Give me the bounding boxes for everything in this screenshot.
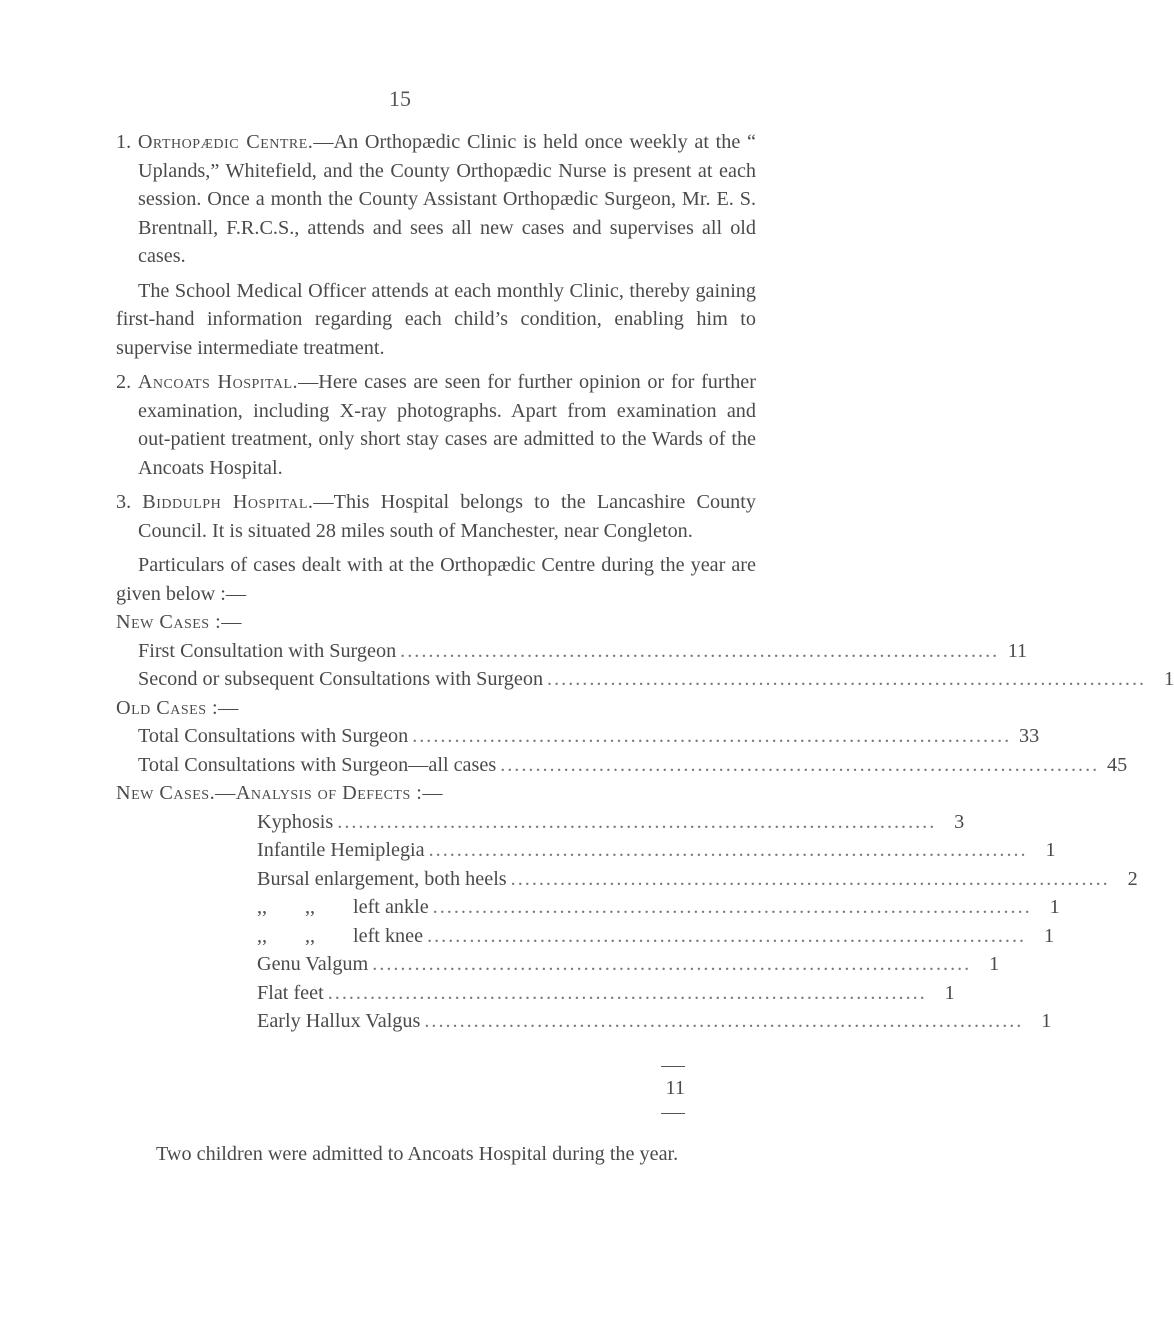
row-value: 33: [1018, 725, 1040, 747]
row-value: 3: [954, 810, 965, 833]
leader-dots: .....................................................................................: [547, 668, 1147, 690]
row-label: Flat feet: [257, 981, 324, 1004]
leader-dots: .....................................................................................: [337, 810, 937, 833]
total-rule-bottom: [257, 1103, 685, 1114]
row-label: Early Hallux Valgus: [257, 1010, 421, 1032]
leader-dots: .....................................................................................: [428, 839, 1028, 861]
leader-dots: .....................................................................................: [432, 896, 1032, 918]
rule-line: [661, 1066, 685, 1067]
table-row: [116, 751, 1128, 780]
table-row: [116, 722, 1040, 751]
row-label: First Consultation with Surgeon: [138, 639, 397, 662]
table-row: [257, 950, 1000, 979]
footnote: Two children were admitted to Ancoats Hospital during the year.: [156, 1142, 679, 1165]
section-heading: Orthopædic Centre.: [137, 131, 314, 153]
item-number: 3.: [116, 491, 132, 513]
row-label: Total Consultations with Surgeon: [138, 725, 409, 747]
table-row: [257, 893, 1060, 922]
row-label: [257, 893, 429, 922]
leader-dots: .....................................................................................: [327, 981, 927, 1004]
rule-line: [661, 1113, 685, 1114]
row-label: [257, 922, 423, 951]
item-number: 2.: [116, 371, 132, 393]
row-value: 1: [1041, 1010, 1052, 1032]
ditto-mark: ,,: [305, 896, 316, 918]
row-value: 45: [1107, 753, 1128, 776]
page-content: [116, 128, 1174, 1168]
ditto-mark: ,,: [305, 924, 316, 947]
table-row: [257, 808, 965, 837]
row-value: 1: [1043, 924, 1055, 947]
paragraph-particulars: Particulars of cases dealt with at the Orthopædic Centre during the year are given below :—: [116, 554, 756, 605]
paragraph-text: —Here cases are seen for further opinion or for further examination, including X-ray photographs. Apart from examination and out-patient treatment, only short stay cases are admitted to the Wards of the Ancoats Hospital.: [138, 371, 756, 479]
paragraph-biddulph-hospital: [116, 488, 756, 545]
paragraph-text: —This Hospital belongs to the Lancashire County Council. It is situated 28 miles south of Manchester, near Congleton.: [138, 491, 756, 542]
paragraph-orthopaedic-centre: [116, 128, 756, 271]
row-label: Bursal enlargement, both heels: [257, 867, 507, 890]
paragraph-school-medical-officer: The School Medical Officer attends at each monthly Clinic, thereby gaining first-hand information regarding each child’s condition, enabling him to supervise intermediate treatment.: [116, 279, 756, 359]
row-value: 11: [1007, 639, 1028, 662]
paragraph-text: —An Orthopædic Clinic is held once weekly at the “ Uplands,” Whitefield, and the County Orthopædic Nurse is present at each session. Once a month the County Assistant Orthopædic Surgeon, Mr. E. S. Brentnall, F.R.C.S., attends and sees all new cases and supervises all old cases.: [138, 131, 757, 267]
row-value: 1: [989, 953, 1000, 975]
table-row: [257, 1007, 1052, 1036]
old-cases-heading: Old Cases :—: [116, 696, 239, 719]
row-value: 1: [1045, 839, 1056, 861]
row-label: Kyphosis: [257, 810, 334, 833]
row-label-text: left knee: [353, 924, 424, 947]
section-heading: Ancoats Hospital.: [137, 371, 299, 393]
table-row: [257, 922, 1055, 951]
table-row: [257, 979, 955, 1008]
defects-list: [257, 808, 1138, 1036]
row-value: 1: [1049, 896, 1060, 918]
analysis-heading: New Cases.—Analysis of Defects :—: [116, 782, 444, 804]
page-number: 15: [389, 86, 411, 111]
table-row: [116, 665, 1174, 694]
table-row: [257, 836, 1056, 865]
new-cases-heading: New Cases :—: [116, 611, 242, 633]
ditto-mark: ,,: [257, 896, 268, 918]
table-row: [116, 637, 1028, 666]
row-value: 2: [1127, 867, 1138, 890]
row-label: Total Consultations with Surgeon—all cases: [138, 753, 497, 776]
ditto-mark: ,,: [257, 924, 268, 947]
table-row: [257, 865, 1138, 894]
row-label-text: left ankle: [353, 896, 429, 918]
row-label: Genu Valgum: [257, 953, 369, 975]
row-label: Second or subsequent Consultations with Surgeon: [138, 668, 544, 690]
row-label: Infantile Hemiplegia: [257, 839, 425, 861]
leader-dots: .....................................................................................: [424, 1010, 1024, 1032]
leader-dots: .....................................................................................: [400, 639, 1000, 662]
total-rule-top: [257, 1050, 685, 1073]
total-value: 11: [665, 1076, 685, 1099]
leader-dots: .....................................................................................: [372, 953, 972, 975]
leader-dots: .....................................................................................: [510, 867, 1110, 890]
leader-dots: .....................................................................................: [427, 924, 1027, 947]
leader-dots: .....................................................................................: [412, 725, 1012, 747]
section-heading: Biddulph Hospital.: [142, 491, 314, 513]
leader-dots: .....................................................................................: [500, 753, 1100, 776]
row-value: 1: [1163, 668, 1174, 690]
item-number: 1.: [116, 131, 132, 153]
row-value: 1: [944, 981, 955, 1004]
paragraph-ancoats-hospital: [116, 368, 756, 482]
